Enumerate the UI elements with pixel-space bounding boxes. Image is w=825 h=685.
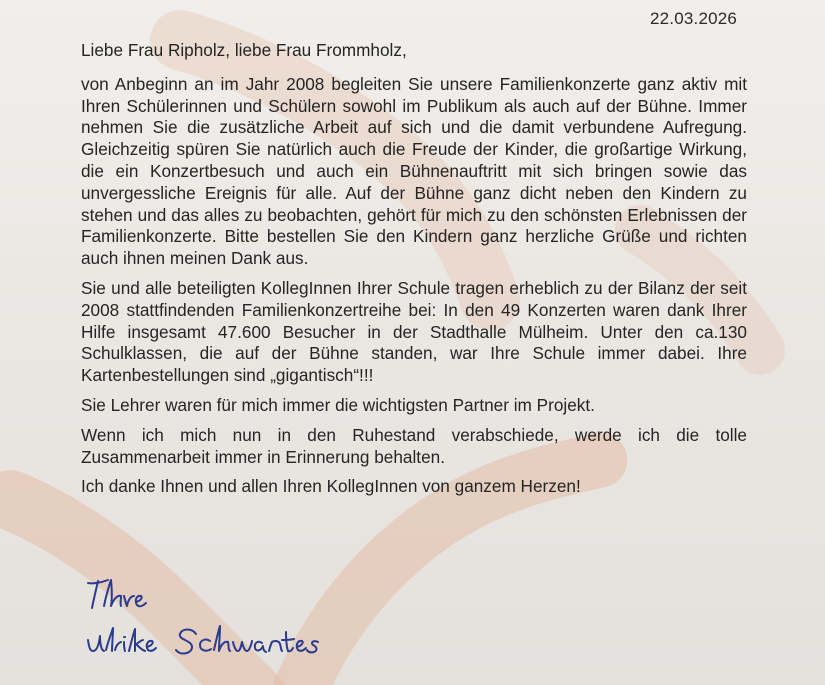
paragraph-3: Sie Lehrer waren für mich immer die wichtigsten Partner im Projekt.: [81, 394, 595, 415]
paragraph-5: Ich danke Ihnen und allen Ihren KollegInnen von ganzem Herzen!: [81, 476, 581, 497]
paragraph-2: Sie und alle beteiligten KollegInnen Ihrer Schule tragen erheblich zu der Bilanz der seit 2008 stattfindenden Familienkonzertreihe bei: In den 49 Konzerten waren dank Ihrer Hilfe insgesamt 47.600 Besucher in der Stadthalle Mülheim. Unter den ca.130 Schulklassen, die auf der Bühne standen, war Ihre Schule immer dabei. Ihre Kartenbestellungen sind „gigantisch“!!!: [81, 277, 747, 386]
signature-closing: [88, 580, 146, 608]
signature-name: [88, 626, 318, 654]
letter-body: [81, 40, 747, 506]
paragraph-4: Wenn ich mich nun in den Ruhestand verabschiede, werde ich die tolle Zusammenarbeit immer in Erinnerung behalten.: [81, 424, 747, 467]
paragraph-1: von Anbeginn an im Jahr 2008 begleiten Sie unsere Familienkonzerte ganz aktiv mit Ihren Schülerinnen und Schülern sowohl im Publikum als auch auf der Bühne. Immer nehmen Sie die zusätzliche Arbeit auf sich und die damit verbundene Aufregung. Gleichzeitig spüren Sie natürlich auch die Freude der Kinder, die großartige Wirkung, die ein Konzertbesuch und auch ein Bühnenauftritt mit sich bringen sowie das unvergessliche Ereignis für alle. Auf der Bühne ganz dicht neben den Kindern zu stehen und das alles zu beobachten, gehört für mich zu den schönsten Erlebnissen der Familienkonzerte. Bitte bestellen Sie den Kindern ganz herzliche Grüße und richten auch ihnen meinen Dank aus.: [81, 73, 747, 269]
letter-date: 22.03.2026: [650, 9, 738, 28]
watermark-stroke-left: [10, 500, 260, 685]
salutation: Liebe Frau Ripholz, liebe Frau Frommholz,: [81, 40, 407, 60]
